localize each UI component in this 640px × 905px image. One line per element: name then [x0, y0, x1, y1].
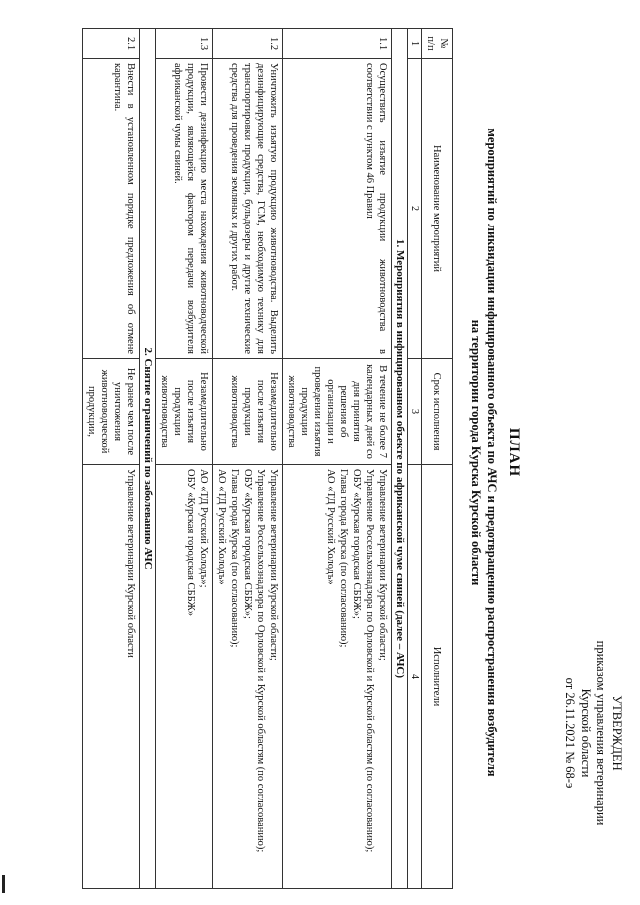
- approval-stamp: [562, 613, 624, 853]
- row-executors: [283, 465, 392, 889]
- col-number: 1: [408, 29, 422, 59]
- section1-heading: 1. Мероприятия в инфицированном объекте по африканской чуме свиней (далее – АЧС): [392, 29, 408, 889]
- row-term: Не ранее чем после уничтожения животноводческой продукции,: [83, 359, 140, 465]
- executor-line: ОБУ «Курская городская СББЖ»;: [351, 469, 362, 619]
- section2-heading: 2. Снятие ограничений по заболеванию АЧС: [140, 29, 156, 889]
- approval-order-line: приказом управления ветеринарии: [594, 640, 609, 826]
- section-heading-row: [140, 29, 156, 889]
- executor-line: Управление Россельхознадзора по Орловской и Курской областям (по согласованию);: [255, 469, 266, 853]
- executor-line: Глава города Курска (по согласованию);: [338, 469, 349, 648]
- table-row: [83, 29, 140, 889]
- executor-line: АО «ТД Русский Холодъ»: [216, 469, 227, 585]
- row-measure: Осуществить изъятие продукции животноводства в соответствии с пунктом 46 Правил: [283, 59, 392, 359]
- row-term: В течение не более 7 календарных дней со дня принятия решения об организации и проведении изъятия продукции животноводства: [283, 359, 392, 465]
- table-header-row: [422, 29, 453, 889]
- col-number: 3: [408, 359, 422, 465]
- executor-line: АО «ТД Русский Холодъ»;: [198, 469, 209, 588]
- header-executors: Исполнители: [422, 465, 453, 889]
- col-number: 4: [408, 465, 422, 889]
- table-row: [283, 29, 392, 889]
- row-executors: [213, 465, 283, 889]
- header-term: Срок исполнения: [422, 359, 453, 465]
- section-heading-row: [392, 29, 408, 889]
- approval-date-line: от 26.11.2021 № 68-э: [563, 677, 578, 789]
- header-num: № п/п: [422, 29, 453, 59]
- row-num: 2.1: [83, 29, 140, 59]
- executor-line: ОБУ «Курская городская СББЖ»: [185, 469, 196, 616]
- approval-region-line: Курской области: [579, 688, 593, 778]
- row-num: 1.2: [213, 29, 283, 59]
- plan-subtitle-line1: мероприятий по ликвидации инфицированного объекта по АЧС и предотвращению распространения возбудителя: [485, 128, 499, 777]
- plan-subtitle: [468, 0, 500, 905]
- executor-line: АО «ТД Русский Холодъ»: [325, 469, 336, 585]
- table-row: [213, 29, 283, 889]
- row-measure: Провести дезинфекцию места нахождения животноводческой продукции, являющейся фактором передачи возбудителя африканской чумы свиней.: [156, 59, 213, 359]
- row-measure: Внести в установленном порядке предложения об отмене карантина.: [83, 59, 140, 359]
- executor-line: Управление ветеринарии Курской области: [125, 469, 136, 658]
- row-term: Незамедлительно после изъятия продукции животноводства: [156, 359, 213, 465]
- table-row: [156, 29, 213, 889]
- measures-table: [82, 28, 453, 889]
- row-executors: [83, 465, 140, 889]
- column-number-row: [408, 29, 422, 889]
- row-executors: [156, 465, 213, 889]
- executor-line: Управление ветеринарии Курской области;: [377, 469, 388, 661]
- plan-title: ПЛАН: [506, 427, 522, 478]
- executor-line: Управление Россельхознадзора по Орловской и Курской областям (по согласованию);: [364, 469, 375, 853]
- executor-line: Управление ветеринарии Курской области;: [268, 469, 279, 661]
- plan-subtitle-line2: на территории города Курска Курской области: [469, 319, 483, 586]
- row-num: 1.1: [283, 29, 392, 59]
- col-number: 2: [408, 59, 422, 359]
- row-num: 1.3: [156, 29, 213, 59]
- header-name: Наименование мероприятий: [422, 59, 453, 359]
- executor-line: Глава города Курска (по согласованию);: [229, 469, 240, 648]
- approval-heading: УТВЕРЖДЕН: [610, 695, 624, 771]
- executor-line: ОБУ «Курская городская СББЖ»;: [242, 469, 253, 619]
- row-measure: Уничтожить изъятую продукцию животноводства. Выделить дезинфицирующие средства, ГСМ, необходимую технику для транспортировки продукции, бульдозеры и другие технические средства для проведения земляных и других работ.: [213, 59, 283, 359]
- row-term: Незамедлительно после изъятия продукции животноводства: [213, 359, 283, 465]
- scan-edge-mark: [2, 875, 5, 893]
